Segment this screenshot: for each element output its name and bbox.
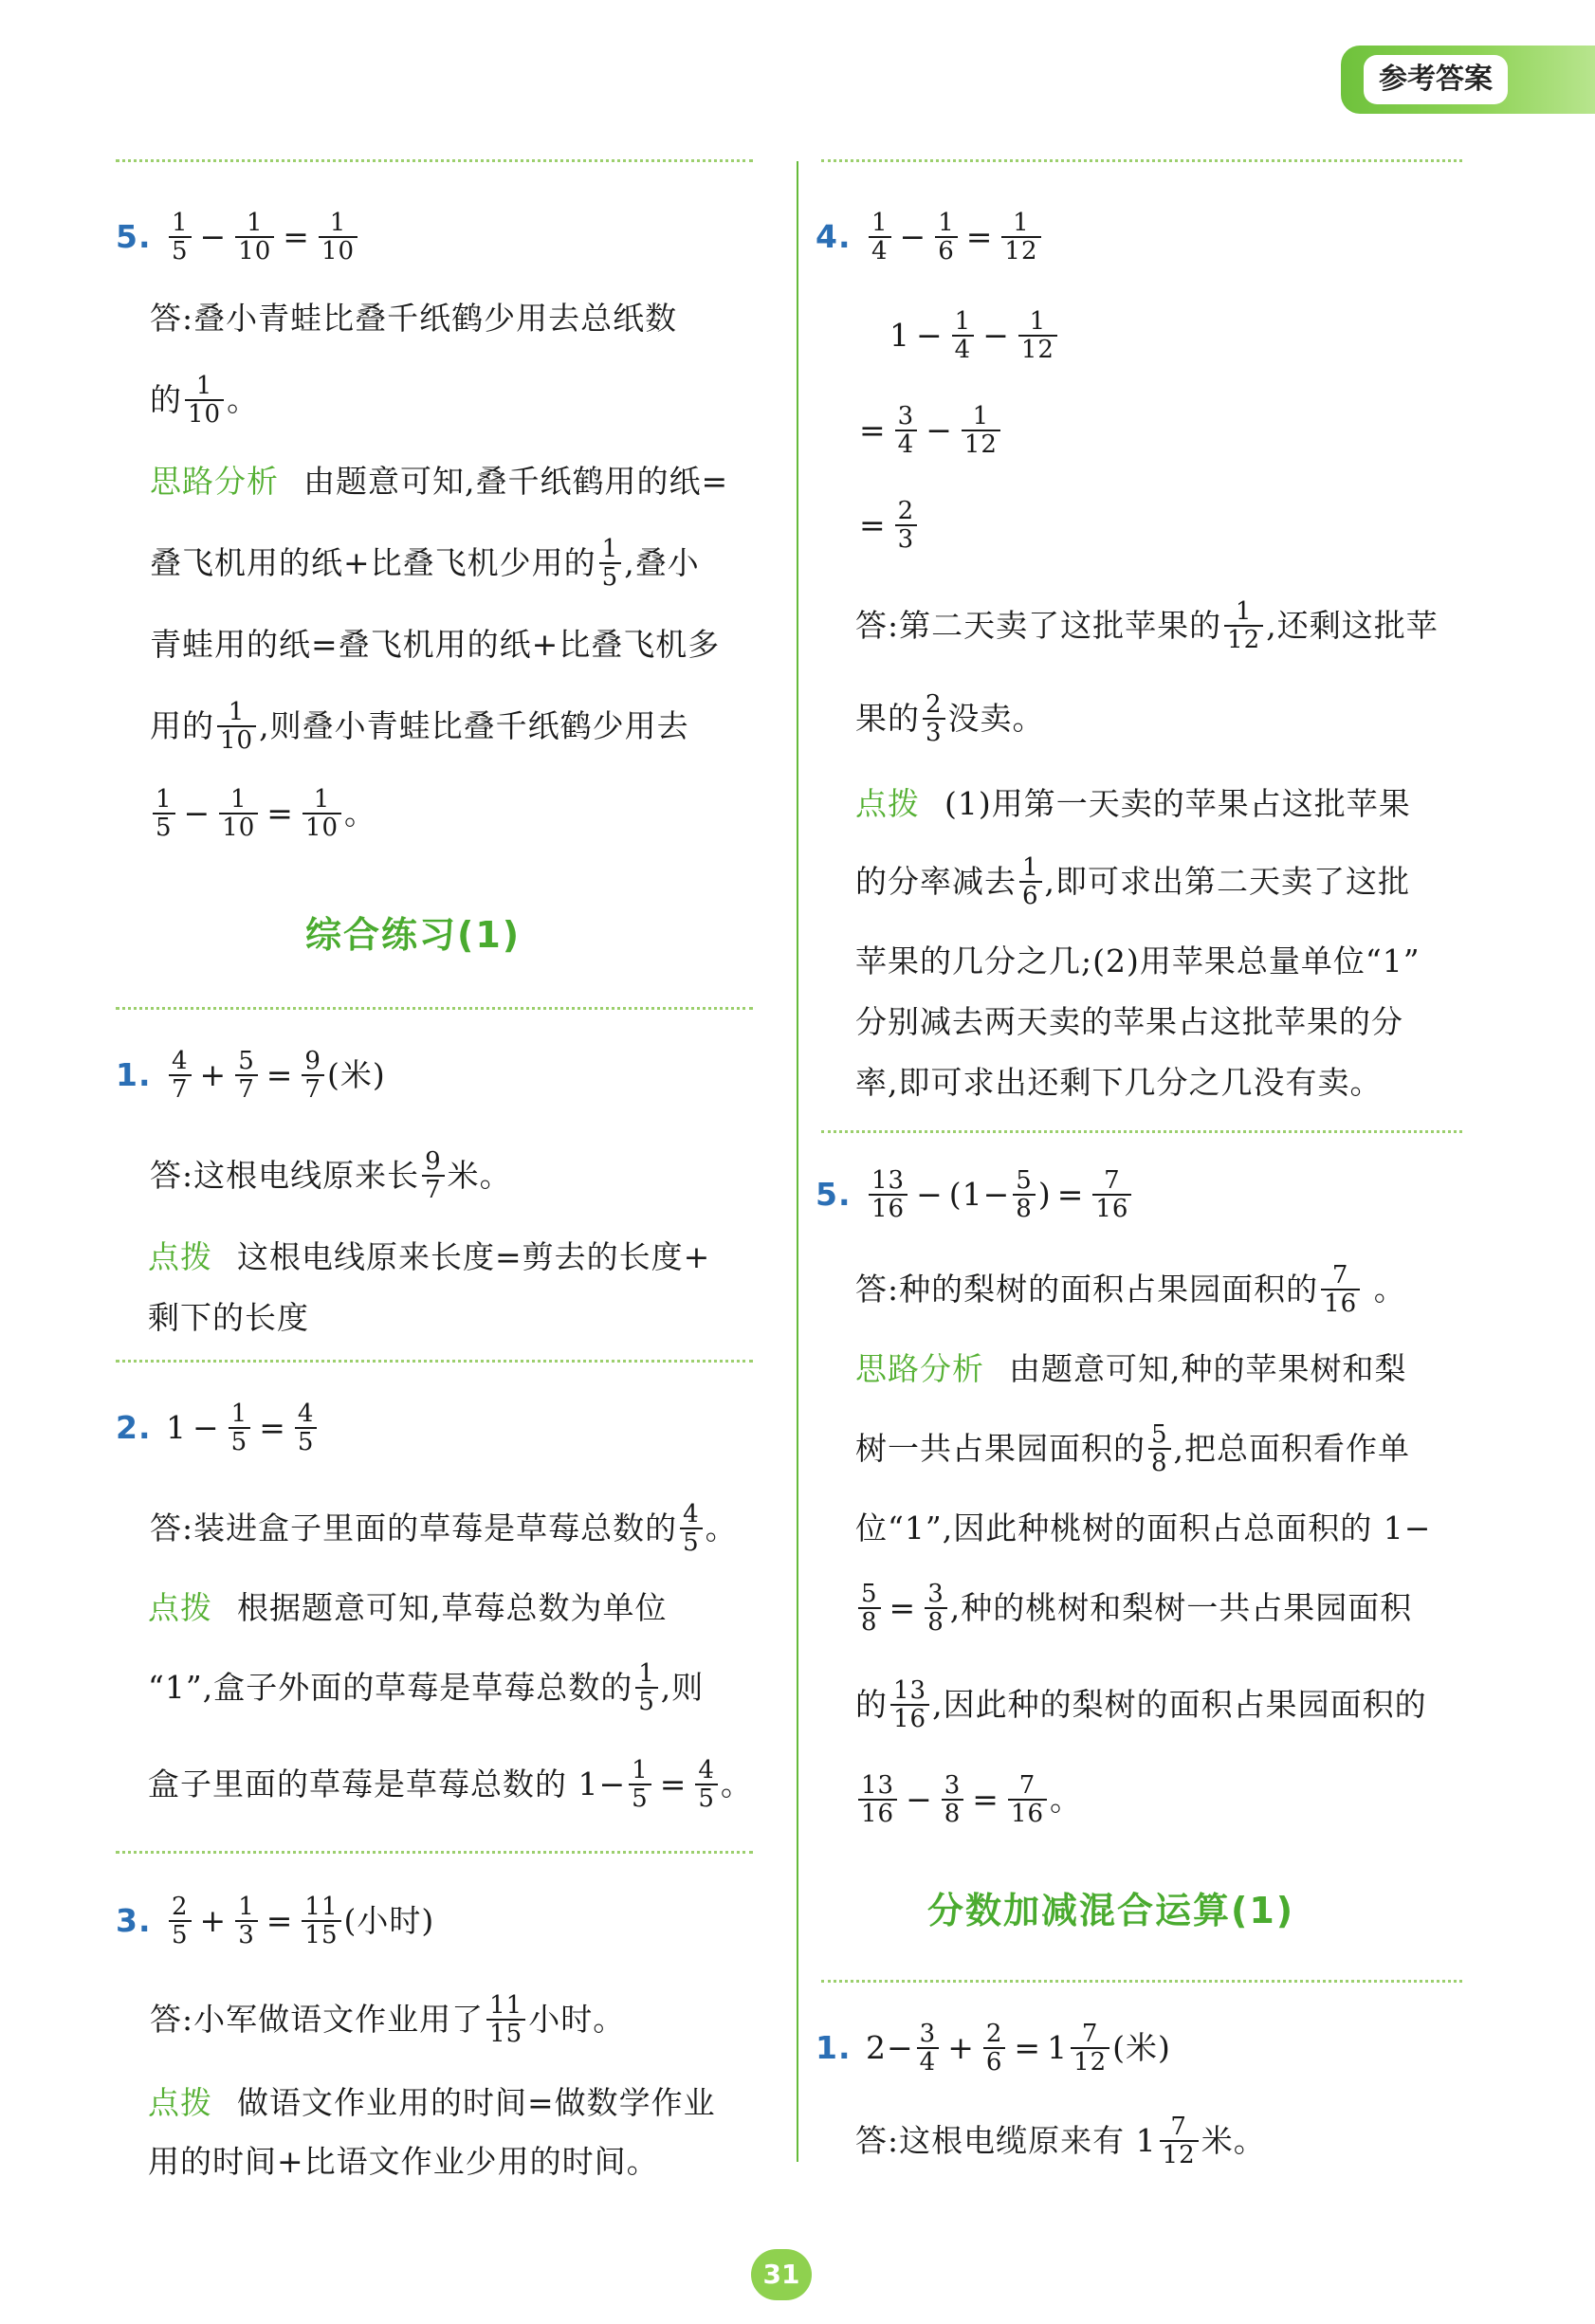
divider — [821, 1980, 1462, 1983]
p5-analysis-line3: 位“1”,因此种桃树的面积占总面积的 1− — [855, 1510, 1432, 1546]
divider — [116, 1360, 753, 1363]
p3-tip-line1: 点拨 做语文作业用的时间=做数学作业 — [148, 2084, 716, 2121]
tip-tag: 点拨 — [148, 2084, 212, 2121]
fraction: $\frac{4}{7}$ — [169, 1048, 192, 1103]
p4-tip-line5: 率,即可求出还剩下几分之几没有卖。 — [855, 1064, 1383, 1101]
fraction: $\frac{1}{4}$ — [952, 308, 975, 363]
p4-step3: = $\frac{2}{3}$ — [853, 491, 920, 559]
q5-analysis-line2: 叠飞机用的纸+比叠飞机少用的 $\frac{1}{5}$ ,叠小 — [150, 535, 700, 592]
analysis-tag: 思路分析 — [855, 1350, 984, 1387]
fraction: $\frac{11}{15}$ — [486, 1992, 525, 2047]
p2-answer: 答:装进盒子里面的草莓是草莓总数的 $\frac{4}{5}$ 。 — [150, 1500, 738, 1557]
analysis-tag: 思路分析 — [150, 463, 279, 500]
q1-equation: 1. 2− $\frac{3}{4}$ + $\frac{2}{6}$ = 1 $\frac{7}{12}$ (米) — [816, 2020, 1171, 2077]
p1-equation: 1. $\frac{4}{7}$ + $\frac{5}{7}$ = $\frac{9}{7}$ (米) — [116, 1047, 386, 1104]
fraction: $\frac{3}{4}$ — [917, 2021, 940, 2076]
section-title-comprehensive: 综合练习(1) — [305, 914, 522, 956]
fraction: $\frac{13}{16}$ — [858, 1772, 897, 1827]
p1-tip-line1: 点拨 这根电线原来长度=剪去的长度+ — [148, 1238, 711, 1275]
fraction: $\frac{1}{10}$ — [185, 373, 224, 428]
fraction: $\frac{1}{5}$ — [169, 210, 192, 265]
p2-equation: 2. 1 − $\frac{1}{5}$ = $\frac{4}{5}$ — [116, 1394, 320, 1462]
p5-analysis-line1: 思路分析 由题意可知,种的苹果树和梨 — [855, 1350, 1407, 1387]
p5-analysis-line5: 的 $\frac{13}{16}$ ,因此种的梨树的面积占果园面积的 — [855, 1676, 1427, 1733]
fraction: $\frac{5}{8}$ — [858, 1581, 881, 1636]
p4-answer-line2: 果的 $\frac{2}{3}$ 没卖。 — [855, 690, 1045, 747]
p4-tip-line4: 分别减去两天卖的苹果占这批苹果的分 — [855, 1003, 1403, 1040]
fraction: $\frac{1}{12}$ — [1224, 598, 1263, 653]
fraction: $\frac{7}{12}$ — [1071, 2021, 1109, 2076]
q5-answer-line1: 答:叠小青蛙比叠千纸鹤少用去总纸数 — [150, 300, 678, 337]
divider-right-top — [821, 159, 1462, 162]
divider — [821, 1130, 1462, 1133]
p5-analysis-line6: $\frac{13}{16}$ − $\frac{3}{8}$ = $\frac{7}{16}$ 。 — [855, 1766, 1082, 1834]
column-divider — [797, 161, 798, 2162]
fraction: $\frac{1}{12}$ — [1001, 210, 1040, 265]
header-tab — [1341, 46, 1595, 114]
fraction: $\frac{1}{5}$ — [629, 1757, 651, 1812]
p4-equation: 4. $\frac{1}{4}$ − $\frac{1}{6}$ = $\frac{1}{12}$ — [816, 203, 1044, 271]
p2-tip-line3: 盒子里面的草莓是草莓总数的 1− $\frac{1}{5}$ = $\frac{4}{5}$ 。 — [148, 1756, 753, 1813]
divider — [116, 1007, 753, 1010]
p4-tip-line2: 的分率减去 $\frac{1}{6}$ ,即可求出第二天卖了这批 — [855, 853, 1411, 910]
fraction: $\frac{1}{5}$ — [635, 1660, 658, 1715]
p3-tip-line2: 用的时间+比语文作业少用的时间。 — [148, 2143, 659, 2180]
fraction: $\frac{3}{8}$ — [925, 1581, 947, 1636]
fraction: $\frac{1}{4}$ — [869, 210, 891, 265]
q5-analysis-line1: 思路分析 由题意可知,叠千纸鹤用的纸= — [150, 463, 729, 500]
p4-tip-line3: 苹果的几分之几;(2)用苹果总量单位“1” — [855, 942, 1421, 979]
fraction: $\frac{4}{5}$ — [695, 1757, 718, 1812]
fraction: $\frac{13}{16}$ — [890, 1677, 929, 1732]
fraction: $\frac{7}{16}$ — [1092, 1167, 1131, 1222]
q5-analysis-line3: 青蛙用的纸=叠飞机用的纸+比叠飞机多 — [150, 626, 721, 663]
fraction: $\frac{2}{3}$ — [895, 498, 918, 553]
tip-tag: 点拨 — [855, 785, 920, 822]
fraction: $\frac{1}{10}$ — [217, 699, 256, 754]
q5-analysis-line5: $\frac{1}{5}$ − $\frac{1}{10}$ = $\frac{1}{10}$ 。 — [150, 779, 376, 848]
p2-tip-line2: “1”,盒子外面的草莓是草莓总数的 $\frac{1}{5}$ ,则 — [148, 1659, 705, 1716]
fraction: $\frac{5}{7}$ — [235, 1048, 258, 1103]
q1-answer: 答:这根电缆原来有 1 $\frac{7}{12}$ 米。 — [855, 2113, 1266, 2169]
header-tab-label: 参考答案 — [1364, 55, 1508, 104]
p5-analysis-line2: 树一共占果园面积的 $\frac{5}{8}$ ,把总面积看作单 — [855, 1420, 1411, 1477]
fraction: $\frac{1}{5}$ — [229, 1400, 251, 1455]
fraction: $\frac{3}{4}$ — [895, 403, 918, 458]
divider — [116, 1851, 753, 1854]
p1-tip-line2: 剩下的长度 — [148, 1299, 309, 1336]
q5-answer-line2: 的 $\frac{1}{10}$ 。 — [150, 372, 260, 429]
fraction: $\frac{1}{10}$ — [319, 210, 358, 265]
fraction: $\frac{4}{5}$ — [680, 1501, 703, 1556]
fraction: $\frac{9}{7}$ — [422, 1148, 445, 1203]
p3-equation: 3. $\frac{2}{5}$ + $\frac{1}{3}$ = $\frac{11}{15}$ (小时) — [116, 1893, 435, 1949]
page-number: 31 — [751, 2249, 812, 2300]
fraction: $\frac{1}{10}$ — [235, 210, 274, 265]
p4-tip-line1: 点拨 (1)用第一天卖的苹果占这批苹果 — [855, 785, 1411, 822]
divider-left-top — [116, 159, 753, 162]
fraction: $\frac{5}{8}$ — [1148, 1421, 1171, 1476]
section-title-fraction-mixed: 分数加减混合运算(1) — [927, 1890, 1295, 1931]
fraction: $\frac{9}{7}$ — [302, 1048, 324, 1103]
fraction: $\frac{5}{8}$ — [1013, 1167, 1036, 1222]
fraction: $\frac{1}{12}$ — [1018, 308, 1057, 363]
p4-answer-line1: 答:第二天卖了这批苹果的 $\frac{1}{12}$ ,还剩这批苹 — [855, 597, 1439, 654]
fraction: $\frac{2}{3}$ — [923, 691, 945, 746]
fraction: $\frac{7}{16}$ — [1321, 1262, 1360, 1317]
fraction: $\frac{1}{10}$ — [302, 786, 341, 841]
q5-analysis-line4: 用的 $\frac{1}{10}$ ,则叠小青蛙比叠千纸鹤少用去 — [150, 698, 689, 755]
fraction: $\frac{1}{12}$ — [962, 403, 1000, 458]
tip-tag: 点拨 — [148, 1238, 212, 1275]
fraction: $\frac{1}{6}$ — [935, 210, 958, 265]
p5-answer: 答:种的梨树的面积占果园面积的 $\frac{7}{16}$ 。 — [855, 1261, 1406, 1318]
p5-analysis-line4: $\frac{5}{8}$ = $\frac{3}{8}$ ,种的桃树和梨树一共占果园面积 — [855, 1574, 1412, 1642]
fraction: $\frac{3}{8}$ — [942, 1772, 964, 1827]
fraction: $\frac{1}{10}$ — [219, 786, 258, 841]
fraction: $\frac{1}{3}$ — [235, 1894, 258, 1949]
p5-equation: 5. $\frac{13}{16}$ − (1− $\frac{5}{8}$ ) = $\frac{7}{16}$ — [816, 1161, 1134, 1229]
q5-number: 5. — [116, 218, 152, 255]
fraction: $\frac{1}{6}$ — [1019, 854, 1042, 909]
p4-step1: 1 − $\frac{1}{4}$ − $\frac{1}{12}$ — [889, 302, 1060, 370]
fraction: $\frac{1}{5}$ — [599, 536, 622, 591]
p2-tip-line1: 点拨 根据题意可知,草莓总数为单位 — [148, 1589, 668, 1626]
q5-equation: 5. $\frac{1}{5}$ − $\frac{1}{10}$ = $\frac{1}{10}$ — [116, 203, 360, 271]
fraction: $\frac{1}{5}$ — [153, 786, 175, 841]
p1-answer: 答:这根电线原来长 $\frac{9}{7}$ 米。 — [150, 1147, 512, 1204]
fraction: $\frac{13}{16}$ — [869, 1167, 908, 1222]
fraction: $\frac{4}{5}$ — [295, 1400, 318, 1455]
p4-step2: = $\frac{3}{4}$ − $\frac{1}{12}$ — [853, 396, 1003, 465]
fraction: $\frac{7}{16}$ — [1008, 1772, 1047, 1827]
fraction: $\frac{2}{5}$ — [169, 1894, 192, 1949]
tip-tag: 点拨 — [148, 1589, 212, 1626]
fraction: $\frac{2}{6}$ — [983, 2021, 1006, 2076]
fraction: $\frac{11}{15}$ — [302, 1894, 340, 1949]
fraction: $\frac{7}{12}$ — [1160, 2114, 1199, 2168]
p3-answer: 答:小军做语文作业用了 $\frac{11}{15}$ 小时。 — [150, 1991, 626, 2048]
